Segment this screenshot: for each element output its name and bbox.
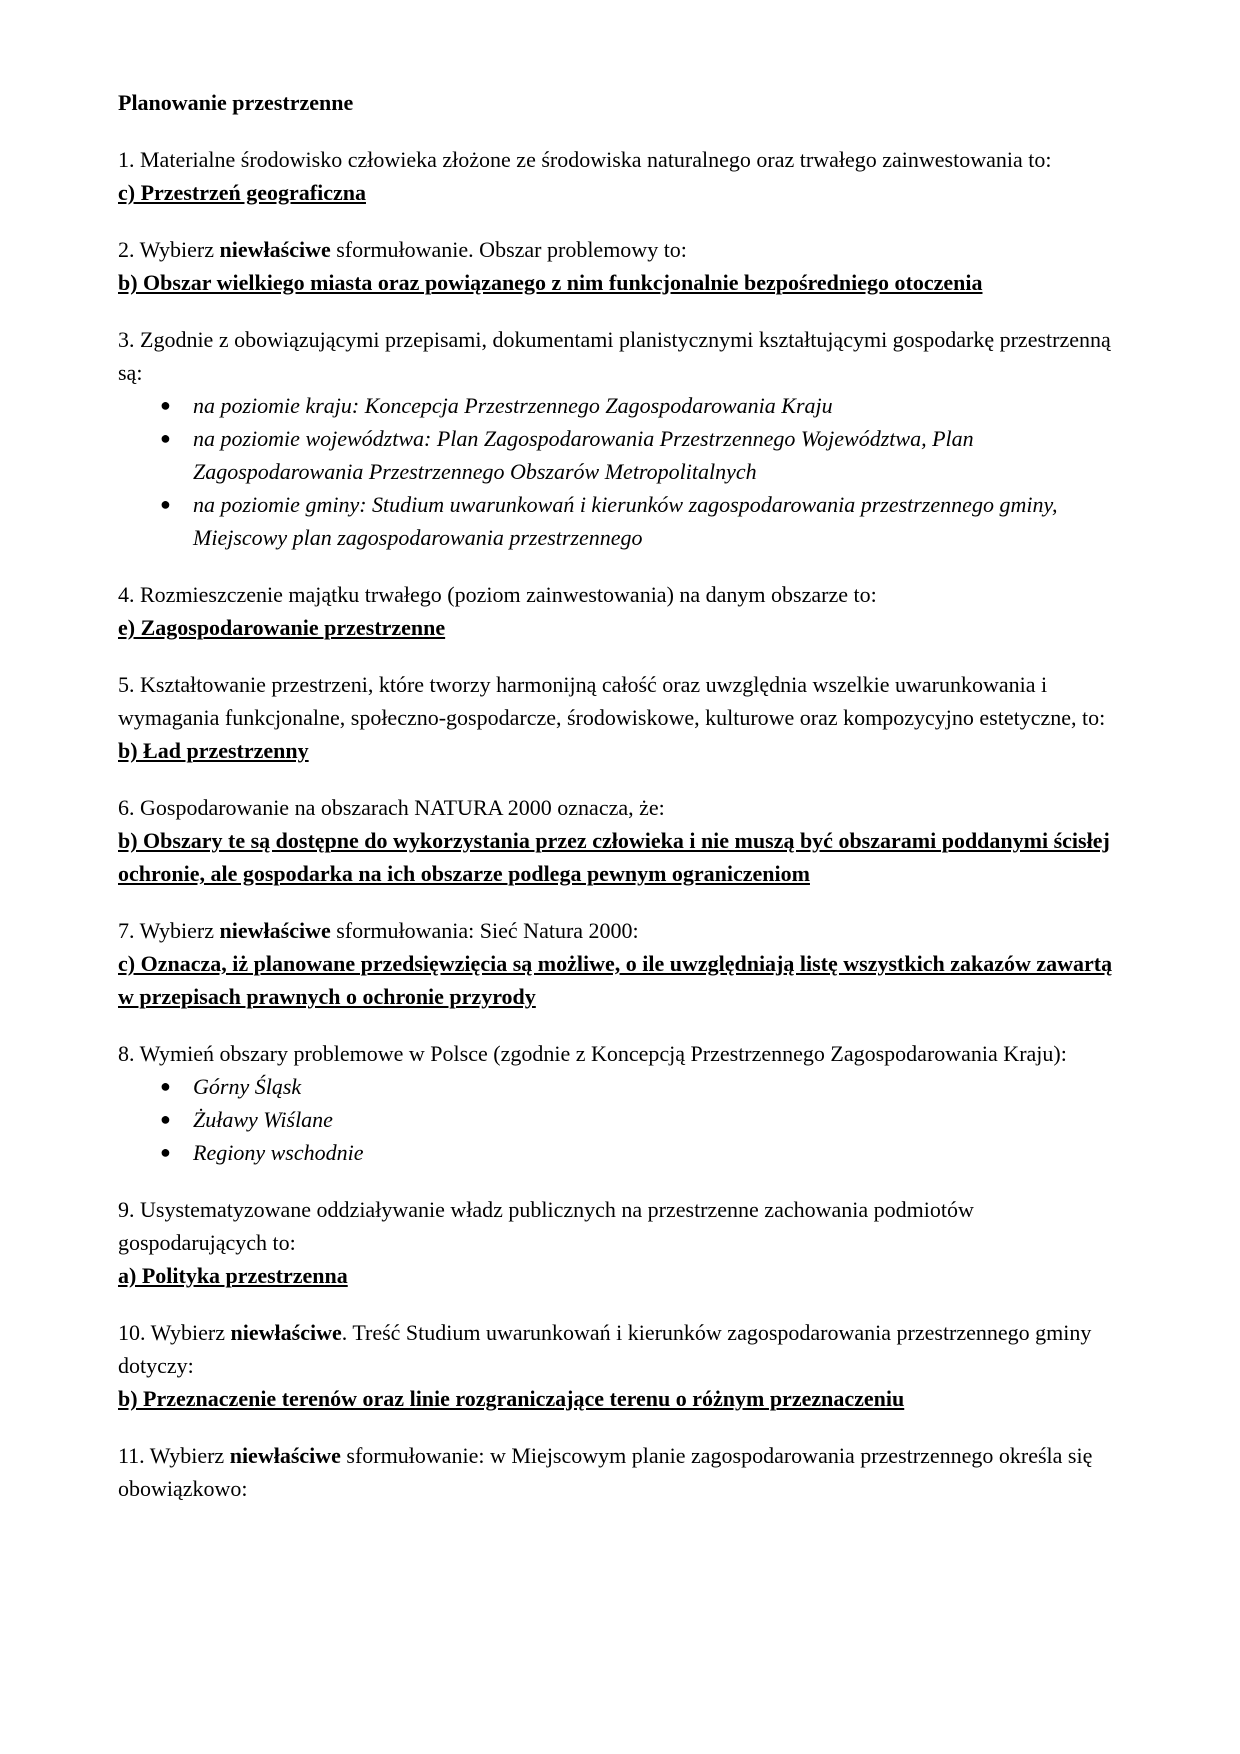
question-text: [118, 1439, 1128, 1505]
question-1: [118, 143, 1128, 209]
question-text: [118, 1316, 1128, 1382]
question-text: [118, 233, 1128, 266]
list-item: [118, 1136, 1128, 1169]
list-item: [118, 1103, 1128, 1136]
question-text: [118, 914, 1128, 947]
question-3: [118, 323, 1128, 554]
question-suffix: . Treść Studium uwarunkowań i kierunków zagospodarowania przestrzennego gminy dotyczy:: [118, 1320, 1092, 1378]
bullet-icon: ●: [160, 494, 171, 514]
question-text: 6. Gospodarowanie na obszarach NATURA 2000 oznacza, że:: [118, 795, 665, 820]
question-7: [118, 914, 1128, 1013]
list-item-text: na poziomie województwa: Plan Zagospodarowania Przestrzennego Województwa, Plan Zagospodarowania Przestrzennego Obszarów Metropolitalnych: [193, 426, 974, 484]
question-2: [118, 233, 1128, 299]
emphasis-word: niewłaściwe: [219, 918, 331, 943]
question-text: 9. Usystematyzowane oddziaływanie władz publicznych na przestrzenne zachowania podmiotów gospodarujących to:: [118, 1197, 974, 1255]
answer-text: b) Ład przestrzenny: [118, 738, 309, 763]
question-text: 1. Materialne środowisko człowieka złożone ze środowiska naturalnego oraz trwałego zainwestowania to:: [118, 147, 1052, 172]
bullet-icon: ●: [160, 1109, 171, 1129]
bullet-icon: ●: [160, 395, 171, 415]
document-title: Planowanie przestrzenne: [118, 90, 354, 115]
answer-text: b) Obszar wielkiego miasta oraz powiązanego z nim funkcjonalnie bezpośredniego otoczenia: [118, 270, 983, 295]
document-page: [118, 86, 1128, 1529]
emphasis-word: niewłaściwe: [229, 1443, 341, 1468]
list-item-text: Żuławy Wiślane: [193, 1107, 333, 1132]
question-text: 4. Rozmieszczenie majątku trwałego (poziom zainwestowania) na danym obszarze to:: [118, 582, 877, 607]
question-prefix: 11. Wybierz: [118, 1443, 230, 1468]
answer-text: c) Oznacza, iż planowane przedsięwzięcia są możliwe, o ile uwzględniają listę wszystkich zakazów zawartą w przepisach prawnych o ochronie przyrody: [118, 951, 1113, 1009]
list-item-text: na poziomie kraju: Koncepcja Przestrzennego Zagospodarowania Kraju: [193, 393, 833, 418]
emphasis-word: niewłaściwe: [230, 1320, 342, 1345]
list-item: [118, 1070, 1128, 1103]
bullet-icon: ●: [160, 428, 171, 448]
question-8: [118, 1037, 1128, 1169]
bullet-icon: ●: [160, 1142, 171, 1162]
question-suffix: sformułowanie. Obszar problemowy to:: [330, 237, 687, 262]
question-text: 5. Kształtowanie przestrzeni, które tworzy harmonijną całość oraz uwzględnia wszelkie uwarunkowania i wymagania funkcjonalne, społeczno-gospodarcze, środowiskowe, kulturowe oraz kompozycyjno estetyczne, to:: [118, 672, 1106, 730]
question-prefix: 2. Wybierz: [118, 237, 220, 262]
answer-text: e) Zagospodarowanie przestrzenne: [118, 615, 446, 640]
emphasis-word: niewłaściwe: [219, 237, 331, 262]
list-item-text: na poziomie gminy: Studium uwarunkowań i kierunków zagospodarowania przestrzennego gminy, Miejscowy plan zagospodarowania przestrzennego: [193, 492, 1058, 550]
question-suffix: sformułowanie: w Miejscowym planie zagospodarowania przestrzennego określa się obowiązkowo:: [118, 1443, 1093, 1501]
question-9: [118, 1193, 1128, 1292]
question-prefix: 10. Wybierz: [118, 1320, 231, 1345]
answer-text: b) Przeznaczenie terenów oraz linie rozgraniczające terenu o różnym przeznaczeniu: [118, 1386, 905, 1411]
question-prefix: 7. Wybierz: [118, 918, 220, 943]
question-10: [118, 1316, 1128, 1415]
question-text: 3. Zgodnie z obowiązującymi przepisami, dokumentami planistycznymi kształtującymi gospodarkę przestrzenną są:: [118, 327, 1111, 385]
list-item: [118, 422, 1128, 488]
bullet-list: [118, 389, 1128, 554]
question-text: 8. Wymień obszary problemowe w Polsce (zgodnie z Koncepcją Przestrzennego Zagospodarowania Kraju):: [118, 1041, 1067, 1066]
answer-text: c) Przestrzeń geograficzna: [118, 180, 366, 205]
bullet-list: [118, 1070, 1128, 1169]
list-item: [118, 488, 1128, 554]
question-11: [118, 1439, 1128, 1505]
list-item-text: Regiony wschodnie: [193, 1140, 364, 1165]
list-item: [118, 389, 1128, 422]
list-item-text: Górny Śląsk: [193, 1074, 302, 1099]
answer-text: a) Polityka przestrzenna: [118, 1263, 348, 1288]
bullet-icon: ●: [160, 1076, 171, 1096]
question-4: [118, 578, 1128, 644]
question-6: [118, 791, 1128, 890]
answer-text: b) Obszary te są dostępne do wykorzystania przez człowieka i nie muszą być obszarami poddanymi ścisłej ochronie, ale gospodarka na ich obszarze podlega pewnym ograniczeniom: [118, 828, 1110, 886]
question-suffix: sformułowania: Sieć Natura 2000:: [330, 918, 639, 943]
question-5: [118, 668, 1128, 767]
